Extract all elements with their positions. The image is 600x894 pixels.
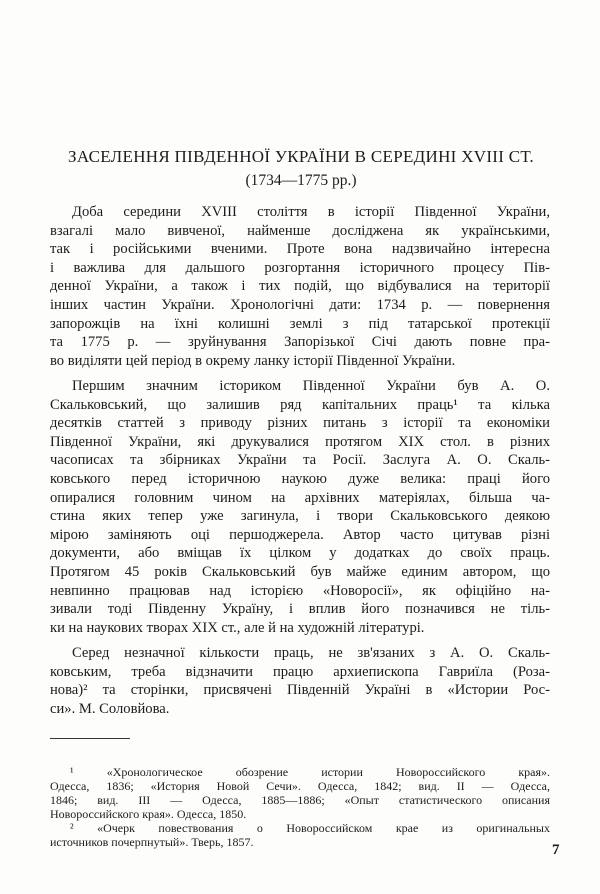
text-line: денної України, а також і тих подій, що відбувалися на території [50, 278, 550, 295]
paragraph-1 [50, 203, 550, 370]
text-line: мірою заміняють оці першоджерела. Автор часто цитував різні [50, 526, 550, 543]
text-line: Новороссийского края». Одесса, 1850. [50, 807, 247, 821]
text-line: зивали тоді Південну Україну, і вплив його позначився не тіль- [50, 601, 550, 618]
paragraph-2 [50, 377, 550, 637]
text-line: во виділяти цей період в окрему ланку історії Південної України. [50, 352, 456, 369]
footnote-divider [50, 738, 130, 739]
text-line: Одесса, 1836; «История Новой Сечи». Одесса, 1842; вид. II — Одесса, [50, 779, 550, 793]
text-line: стина яких тепер уже загинула, і твори Скальковського деякою [50, 508, 550, 525]
text-line: Протягом 45 років Скальковський був майже единим автором, що [50, 563, 550, 580]
text-line: десятків статтей з приводу різних питань з історії та економіки [50, 415, 550, 432]
text-line: взагалі мало вивченої, найменше досліджена як українськими, [50, 222, 550, 239]
footnote-2 [50, 821, 550, 849]
text-line: та 1775 р. — зруйнування Запорізької Січі дають повне пра- [50, 334, 550, 351]
text-line: Південної України, які друкувалися протягом XIX стол. в різних [50, 433, 550, 450]
text-line: невпинно працював над історією «Новоросії», як офіційно на- [50, 582, 550, 599]
text-line: опиралися головним чином на архівних матеріялах, більша ча- [50, 489, 550, 506]
text-line: нова)² та сторінки, присвячені Південній Україні в «Истории Рос- [50, 682, 550, 699]
text-line: інших частин України. Хронологічні дати: 1734 р. — повернення [50, 296, 550, 313]
text-line: Скальковський, що залишив ряд капітальних праць¹ та кілька [50, 396, 550, 413]
text-line: Першим значним істориком Південної України був А. О. [72, 378, 550, 394]
text-line: си». М. Соловйова. [50, 700, 170, 717]
text-line: ковським, треба відзначити працю архиепископа Гавриїла (Роза- [50, 663, 550, 680]
text-line: Серед незначної кількости праць, не зв'язаних з А. О. Скаль- [72, 645, 550, 661]
paragraph-3 [50, 644, 550, 718]
text-line: ки на наукових творах XIX ст., але й на художній літературі. [50, 619, 425, 636]
text-line: ковського перед історичною наукою дуже велика: праці його [50, 470, 550, 487]
text-line: і важлива для дальшого розгортання історичного процесу Пів- [50, 259, 550, 276]
text-line: часописах та збірниках України та Росії. Заслуга А. О. Скаль- [50, 452, 550, 469]
text-line: ¹ «Хронологическое обозрение истории Новороссийского края». [70, 765, 550, 779]
footnote-1 [50, 765, 550, 821]
text-line: запорожців на їхні колишні землі з під татарської протекції [50, 315, 550, 332]
text-line: так і російськими вченими. Проте вона надзвичайно інтересна [50, 241, 550, 258]
text-line: источников почерпнутый». Тверь, 1857. [50, 835, 254, 849]
text-line: ² «Очерк повествования о Новороссийском крае из оригинальных [70, 821, 550, 835]
chapter-subtitle: (1734—1775 pp.) [245, 172, 357, 189]
chapter-title: ЗАСЕЛЕННЯ ПІВДЕННОЇ УКРАЇНИ В СЕРЕДИНІ XVIII СТ. [68, 147, 534, 166]
text-line: документи, або вміщав їх цілком у додатках до своїх праць. [50, 545, 550, 562]
text-line: 1846; вид. III — Одесса, 1885—1886; «Опыт статистического описания [50, 793, 550, 807]
text-line: Доба середини XVIII століття в історії Південної України, [72, 204, 550, 220]
page-number: 7 [552, 842, 560, 858]
